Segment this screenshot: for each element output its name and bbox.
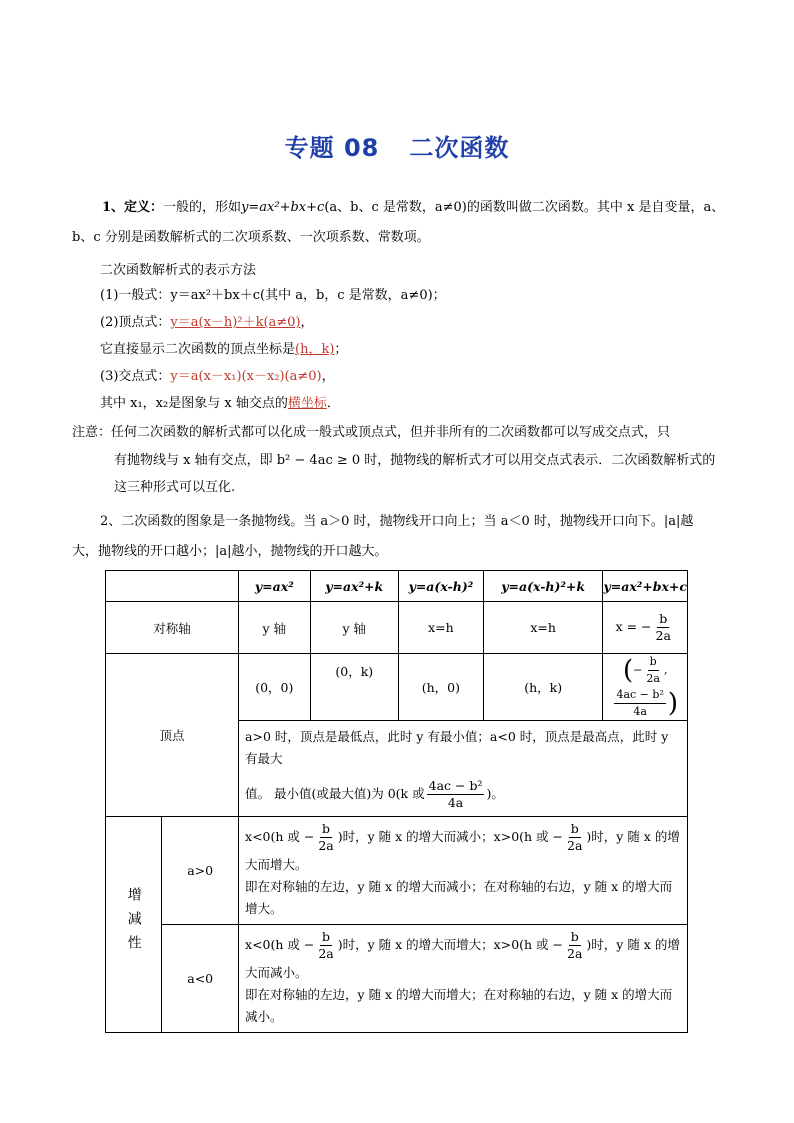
fraction-den: 4a bbox=[447, 795, 464, 810]
fraction-den: 2a bbox=[567, 946, 583, 961]
title-number: 专题 08 bbox=[284, 134, 380, 162]
monotonicity-pos-desc bbox=[239, 817, 688, 925]
forms-subheading: 二次函数解析式的表示方法 bbox=[100, 263, 257, 278]
mono-text: x<0(h 或 − bbox=[245, 937, 315, 952]
mono-text: )时，y 随 x 的增大而减小。 bbox=[245, 937, 680, 980]
mono-text: )时，y 随 x 的增大而增大；x>0(h 或 − bbox=[337, 937, 563, 952]
fraction-num: b bbox=[322, 821, 331, 836]
vertex-coord-text: 它直接显示二次函数的顶点坐标是 bbox=[100, 342, 296, 357]
fraction-b-2a bbox=[565, 929, 584, 962]
table-corner-cell bbox=[106, 571, 239, 602]
axis-prefix: x = − bbox=[615, 619, 652, 634]
definition-text: 一般的，形如 bbox=[163, 200, 242, 215]
table-cell: (0，0) bbox=[239, 654, 311, 721]
intercept-note bbox=[100, 394, 340, 414]
fraction-den: 4a bbox=[633, 705, 647, 718]
vertex-coord-value: (h，k) bbox=[295, 342, 335, 357]
vertex-form-label: (2)顶点式： bbox=[100, 315, 171, 330]
fraction-den: 2a bbox=[318, 946, 334, 961]
intercept-form-label: (3)交点式： bbox=[100, 369, 171, 384]
mono-neg-line2: 即在对称轴的左边，y 随 x 的增大而增大；在对称轴的右边，y 随 x 的增大而减小。 bbox=[245, 987, 673, 1024]
definition-heading: 1、定义： bbox=[102, 200, 164, 215]
intercept-note-tail: ． bbox=[326, 396, 340, 411]
fraction-num: 4ac − b² bbox=[428, 778, 483, 793]
fraction-num: b bbox=[570, 821, 579, 836]
fraction-num: b bbox=[322, 929, 331, 944]
fraction-b-2a bbox=[565, 821, 584, 854]
intercept-note-value: 横坐标 bbox=[287, 396, 327, 411]
fraction-num: b bbox=[570, 929, 579, 944]
table-header-row bbox=[106, 571, 688, 602]
vertex-desc-line1: a>0 时，顶点是最低点，此时 y 有最小值；a<0 时，顶点是最高点，此时 y 有最大 bbox=[245, 729, 669, 766]
fraction-num: b bbox=[648, 654, 659, 671]
fraction-num: b bbox=[659, 611, 668, 626]
mono-text: )时，y 随 x 的增大而减小；x>0(h 或 − bbox=[337, 829, 563, 844]
table-cell: x=h bbox=[398, 602, 483, 654]
condition-a-pos: a>0 bbox=[162, 817, 239, 925]
note-line-2: 有抛物线与 x 轴有交点，即 b² − 4ac ≥ 0 时，抛物线的解析式才可以用交点式表示．二次函数解析式的 bbox=[114, 453, 716, 468]
mono-pos-line2: 即在对称轴的左边，y 随 x 的增大而减小；在对称轴的右边，y 随 x 的增大而增大。 bbox=[245, 879, 673, 916]
table-header: y=ax² bbox=[239, 571, 311, 602]
table-row-mono-neg bbox=[106, 925, 688, 1033]
page-title bbox=[0, 128, 794, 163]
vertex-desc-line2 bbox=[245, 778, 681, 811]
graph-para-line-1: 2、二次函数的图象是一条抛物线。当 a＞0 时，抛物线开口向上；当 a＜0 时，抛物线开口向下。|a|越 bbox=[100, 514, 694, 529]
title-text: 二次函数 bbox=[409, 134, 510, 162]
definition-line-1 bbox=[102, 198, 724, 218]
mono-text: x<0(h 或 − bbox=[245, 829, 315, 844]
graph-para-line-2: 大，抛物线的开口越小；|a|越小，抛物线的开口越大。 bbox=[72, 544, 388, 559]
intercept-form-formula: y＝a(x－x₁)(x－x₂)(a≠0) bbox=[170, 369, 322, 384]
table-cell: (h，k) bbox=[483, 654, 603, 721]
table-header: y=a(x-h)²+k bbox=[483, 571, 603, 602]
general-form-formula: y＝ax²＋bx＋c(其中 a，b，c 是常数，a≠0)； bbox=[170, 288, 446, 303]
row-label-axis: 对称轴 bbox=[106, 602, 239, 654]
mono-neg-line1 bbox=[245, 929, 681, 984]
fraction-4ac bbox=[614, 687, 665, 720]
table-header: y=ax²+k bbox=[310, 571, 398, 602]
fraction-den: 2a bbox=[318, 838, 334, 853]
fraction-den: 2a bbox=[646, 672, 660, 685]
table-row-axis bbox=[106, 602, 688, 654]
intercept-note-text: 其中 x₁，x₂是图象与 x 轴交点的 bbox=[100, 396, 288, 411]
fraction-b-2a bbox=[316, 929, 335, 962]
properties-table bbox=[105, 570, 688, 1033]
vertex-form bbox=[100, 313, 314, 333]
fraction-den: 2a bbox=[567, 838, 583, 853]
table-cell: (0，k) bbox=[310, 654, 398, 721]
table-cell: y 轴 bbox=[239, 602, 311, 654]
row-label-monotonicity bbox=[106, 817, 162, 1033]
vertex-desc-tail: )。 bbox=[486, 786, 504, 801]
definition-formula: y=ax²+bx+c bbox=[241, 200, 325, 215]
table-cell-axis-formula bbox=[603, 602, 688, 654]
note-line-1: 注意：任何二次函数的解析式都可以化成一般式或顶点式，但并非所有的二次函数都可以写成交点式，只 bbox=[72, 425, 671, 440]
fraction-4ac bbox=[427, 778, 485, 811]
general-form-label: (1)一般式： bbox=[100, 288, 171, 303]
fraction-b-2a bbox=[644, 654, 662, 687]
mono-text: )时，y 随 x 的增大而增大。 bbox=[245, 829, 680, 872]
vertex-coord-line bbox=[100, 340, 347, 360]
table-row-mono-pos bbox=[106, 817, 688, 925]
definition-text-cont: (a、b、c 是常数，a≠0)的函数叫做二次函数。其中 x 是自变量，a、 bbox=[324, 200, 725, 215]
monotonicity-neg-desc bbox=[239, 925, 688, 1033]
fraction-num: 4ac − b² bbox=[614, 687, 665, 704]
definition-line-2: b、c 分别是函数解析式的二次项系数、一次项系数、常数项。 bbox=[72, 230, 430, 245]
vertex-form-formula: y＝a(x－h)²＋k(a≠0) bbox=[170, 315, 301, 330]
table-header: y=a(x-h)² bbox=[398, 571, 483, 602]
intercept-form bbox=[100, 367, 335, 387]
vertex-coord-tail: ； bbox=[334, 342, 348, 357]
table-cell: x=h bbox=[483, 602, 603, 654]
intercept-form-tail: ， bbox=[321, 369, 335, 384]
table-cell: y 轴 bbox=[310, 602, 398, 654]
fraction-b-2a bbox=[654, 611, 673, 644]
note-line-3: 这三种形式可以互化. bbox=[114, 480, 236, 495]
vertex-desc-text: 值。 最小值(或最大值)为 0(k 或 bbox=[245, 786, 425, 801]
table-header: y=ax²+bx+c bbox=[603, 571, 688, 602]
table-cell: (h，0) bbox=[398, 654, 483, 721]
row-label-vertex: 顶点 bbox=[106, 654, 239, 817]
condition-a-neg: a<0 bbox=[162, 925, 239, 1033]
fraction-den: 2a bbox=[655, 628, 671, 643]
table-row-vertex bbox=[106, 654, 688, 721]
fraction-b-2a bbox=[316, 821, 335, 854]
monotonicity-label: 增减性 bbox=[125, 887, 142, 959]
general-form bbox=[100, 286, 446, 306]
mono-pos-line1 bbox=[245, 821, 681, 876]
vertex-description bbox=[239, 721, 688, 817]
vertex-form-tail: ， bbox=[300, 315, 314, 330]
table-cell-vertex-formula: (− $\frac{b}{2a}$ , $\frac{\text{4ac − b²}}{4a}$ ) bbox=[603, 654, 688, 721]
